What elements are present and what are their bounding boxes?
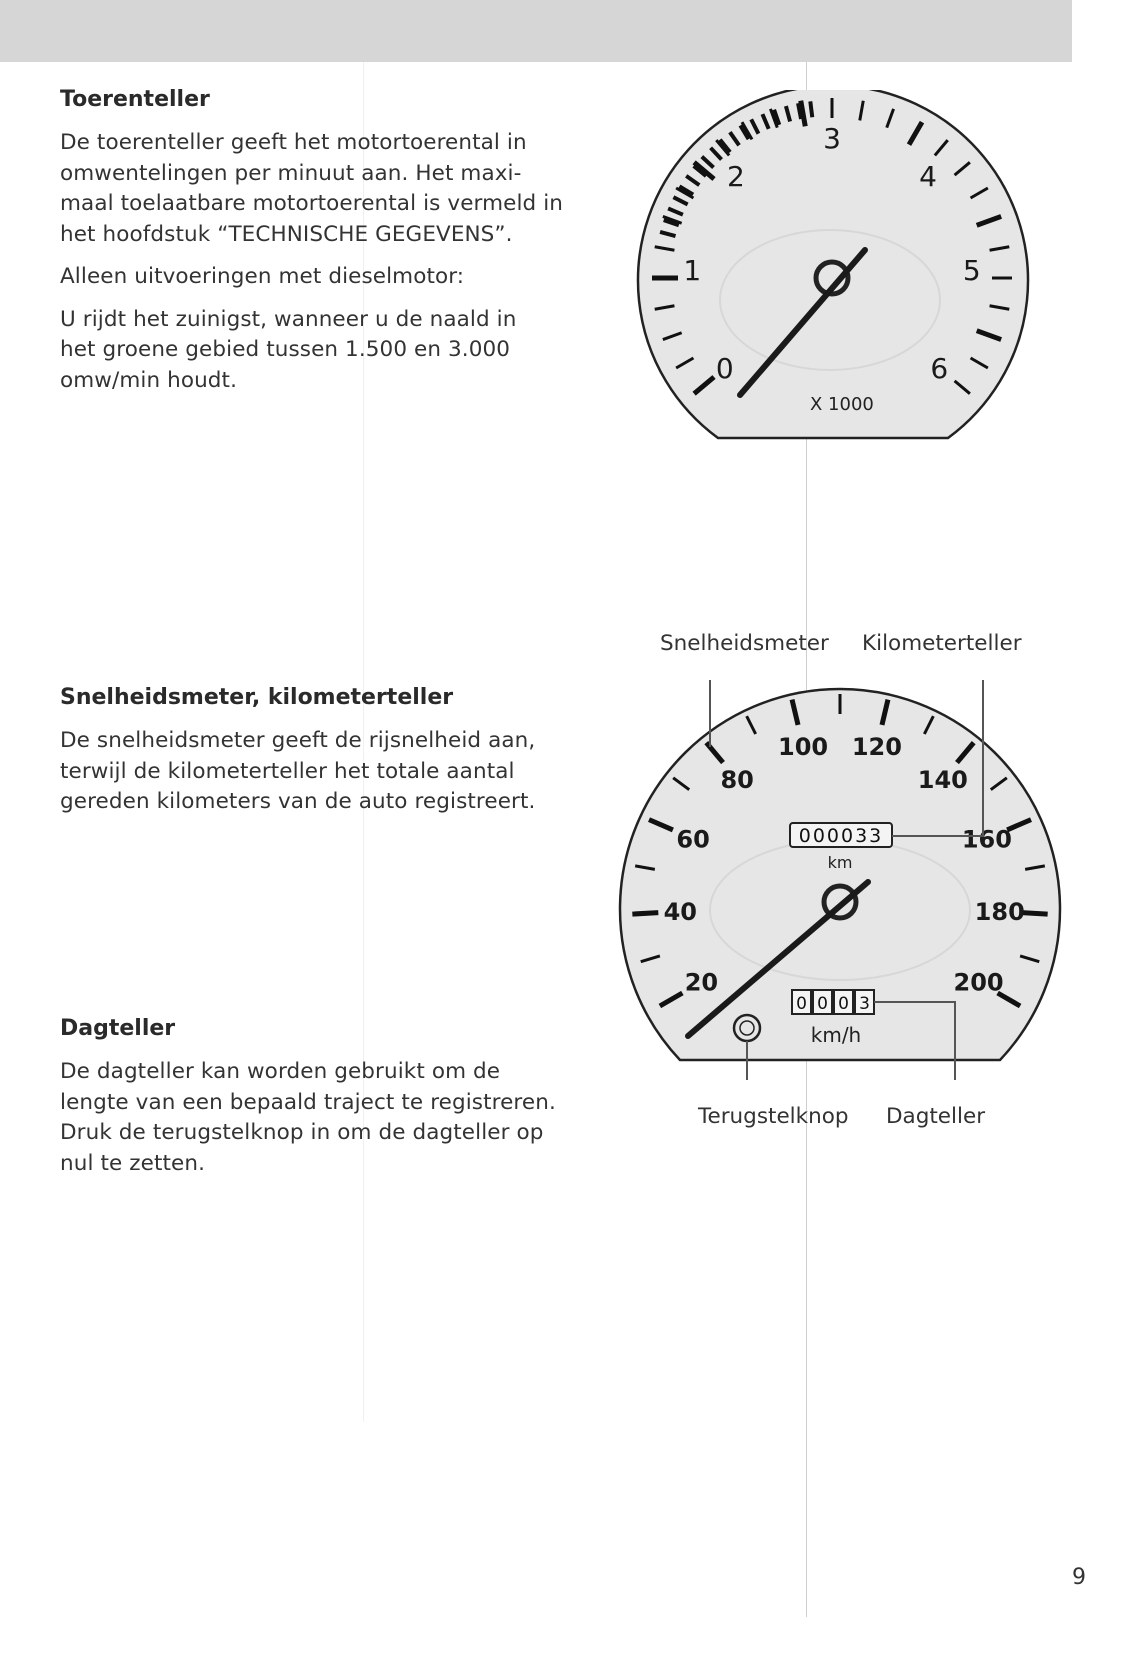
header-band <box>0 0 1072 62</box>
trip-meter-heading: Dagteller <box>60 1016 176 1041</box>
trip-meter-section <box>60 1015 580 1191</box>
speedometer-label: 40 <box>663 897 697 926</box>
speedometer-gauge <box>600 680 1080 1080</box>
trip-meter-display <box>792 990 874 1014</box>
tachometer-label: 2 <box>727 160 745 194</box>
trip-digit: 0 <box>796 994 807 1014</box>
callout-odometer: Kilometerteller <box>862 631 1022 656</box>
odometer-unit: km <box>827 853 853 872</box>
text-line: De toerenteller geeft het motortoerental in <box>60 130 527 155</box>
callout-reset-button: Terugstelknop <box>698 1104 849 1129</box>
speedometer-tick <box>1022 913 1048 915</box>
trip-meter-paragraph <box>60 1057 580 1179</box>
speedometer-label: 120 <box>851 732 902 761</box>
speedometer-label: 140 <box>917 766 968 795</box>
page-number: 9 <box>1072 1565 1086 1590</box>
odometer-display: 000033 <box>798 825 884 847</box>
callout-trip-meter: Dagteller <box>886 1104 986 1129</box>
tachometer-label: 5 <box>962 253 981 287</box>
speedometer-tick <box>632 913 658 915</box>
text-line: maal toelaatbare motortoerental is vermeld in <box>60 191 564 216</box>
text-line: De snelheidsmeter geeft de rijsnelheid aan, <box>60 728 536 753</box>
trip-digit: 0 <box>817 994 828 1014</box>
speedometer-paragraph <box>60 726 580 818</box>
text-line: nul te zetten. <box>60 1150 206 1176</box>
speedometer-label: 180 <box>974 897 1025 926</box>
tachometer-label: 6 <box>930 352 949 386</box>
tachometer-label: 3 <box>823 122 841 156</box>
text-line: omwentelingen per minuut aan. Het maxi- <box>60 160 522 186</box>
speedometer-section <box>60 684 580 830</box>
text-line: U rijdt het zuinigst, wanneer u de naald in <box>60 306 517 332</box>
tachometer-label: 1 <box>683 253 702 287</box>
text-line: Alleen uitvoeringen met dieselmotor: <box>60 264 465 289</box>
tachometer-paragraph-1 <box>60 128 580 250</box>
speedometer-label: 60 <box>676 825 710 854</box>
text-line: De dagteller kan worden gebruikt om de <box>60 1059 501 1084</box>
speedometer-label: 200 <box>953 968 1004 997</box>
tachometer-heading: Toerenteller <box>60 87 210 112</box>
speedometer-label: 20 <box>684 968 719 997</box>
tachometer-label: 0 <box>715 352 734 386</box>
callout-speedometer: Snelheidsmeter <box>660 631 829 656</box>
tachometer-label: 4 <box>919 160 937 194</box>
speedometer-label: 100 <box>778 732 829 761</box>
text-line: het groene gebied tussen 1.500 en 3.000 <box>60 337 511 362</box>
text-line: lengte van een bepaald traject te registreren. <box>60 1089 556 1115</box>
tachometer-paragraph-3 <box>60 305 580 397</box>
speed-unit-label: km/h <box>810 1023 862 1047</box>
tachometer-gauge <box>600 90 1060 450</box>
trip-digit: 0 <box>838 994 849 1014</box>
tachometer-section <box>60 86 580 408</box>
speedometer-label: 80 <box>720 766 754 795</box>
speedometer-label: 160 <box>961 825 1012 854</box>
trip-digit: 3 <box>859 994 870 1014</box>
tachometer-paragraph-2 <box>60 262 580 293</box>
tachometer-unit-label: X 1000 <box>810 394 874 415</box>
text-line: Druk de terugstelknop in om de dagteller op <box>60 1120 544 1145</box>
speedometer-heading: Snelheidsmeter, kilometerteller <box>60 685 454 710</box>
text-line: omw/min houdt. <box>60 367 238 393</box>
text-line: gereden kilometers van de auto registreert. <box>60 789 536 814</box>
text-line: terwijl de kilometerteller het totale aantal <box>60 758 515 784</box>
text-line: het hoofdstuk “TECHNISCHE GEGEVENS”. <box>60 221 513 247</box>
tachometer-band-tick <box>810 101 812 117</box>
